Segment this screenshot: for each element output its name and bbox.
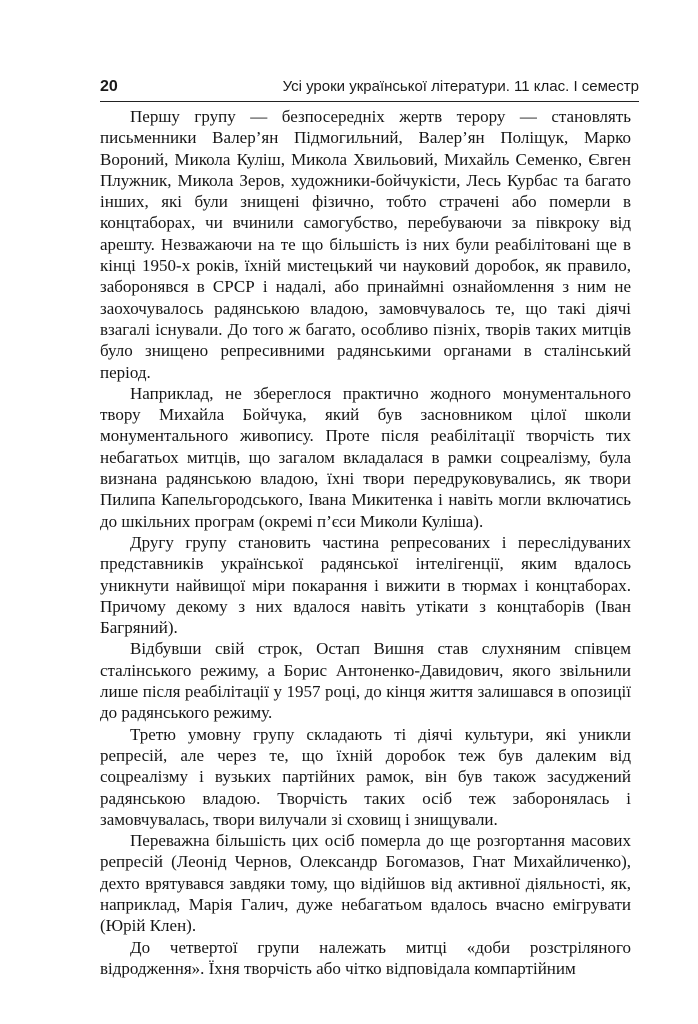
page-header	[100, 77, 639, 102]
paragraph: Переважна більшість цих осіб померла до ще розгортання масових репресій (Леонід Чернов, Олександр Богомазов, Гнат Михайличенко), дехто врятувався завдяки тому, що відійшов від активної діяльності, як, наприклад, Марія Галич, дуже небагатьом вдалось вчасно емігрувати (Юрій Клен).	[100, 831, 631, 936]
running-title: Усі уроки української літератури. 11 клас. І семестр	[282, 78, 639, 95]
paragraph: Наприклад, не збереглося практично жодного монументального твору Михайла Бойчука, який був засновником цілої школи монументального живопису. Проте після реабілітації творчість тих небагатьох митців, що загалом вкладалася в рамки соцреалізму, була визнана радянською владою, їхні твори передруковувались, як твори Пилипа Капельгородського, Івана Микитенка і навіть могли включатись до шкільних програм (окремі п’єси Миколи Куліша).	[100, 383, 631, 531]
paragraph: Другу групу становить частина репресованих і переслідуваних представників української радянської інтелігенції, яким вдалось уникнути найвищої міри покарання і вижити в тюрмах і концтаборах. Причому декому з них вдалося навіть утікати з концтаборів (Іван Багряний).	[100, 532, 631, 638]
paragraph: Відбувши свій строк, Остап Вишня став слухняним співцем сталінського режиму, а Борис Антоненко-Давидович, якого звільнили лише після реабілітації у 1957 році, до кінця життя залишався в опозиції до радянського режиму.	[100, 639, 631, 723]
paragraph: До четвертої групи належать митці «доби розстріляного відродження». Їхня творчість або чітко відповідала компартійним	[100, 937, 631, 978]
page-number: 20	[100, 78, 118, 95]
body-text	[100, 106, 631, 979]
paragraph: Третю умовну групу складають ті діячі культури, які уникли репресій, але через те, що їхній доробок теж був далеким від соцреалізму і вузьких партійних рамок, він був також засуджений радянською владою. Творчість таких осіб теж заборонялась і замовчувалась, твори вилучали зі сховищ і знищували.	[100, 724, 631, 829]
paragraph: Першу групу — безпосередніх жертв терору — становлять письменники Валер’ян Підмогильний, Валер’ян Поліщук, Марко Вороний, Микола Куліш, Микола Хвильовий, Михайль Семенко, Євген Плужник, Микола Зеров, художники-бойчукісти, Лесь Курбас та багато інших, які були знищені фізично, тобто страчені або померли в концтаборах, чи вчинили самогубство, перебуваючи за півкроку від арешту. Незважаючи на те що більшість із них були реабілітовані ще в кінці 1950-х років, їхній мистецький чи науковий доробок, як правило, заборонявся в СРСР і надалі, або принаймні ознайомлення з ним не заохочувалось радянською владою, замовчувалось те, що такі діячі взагалі існували. До того ж багато, особливо пізніх, творів таких митців було знищено репресивними радянськими органами в сталінський період.	[100, 107, 631, 382]
